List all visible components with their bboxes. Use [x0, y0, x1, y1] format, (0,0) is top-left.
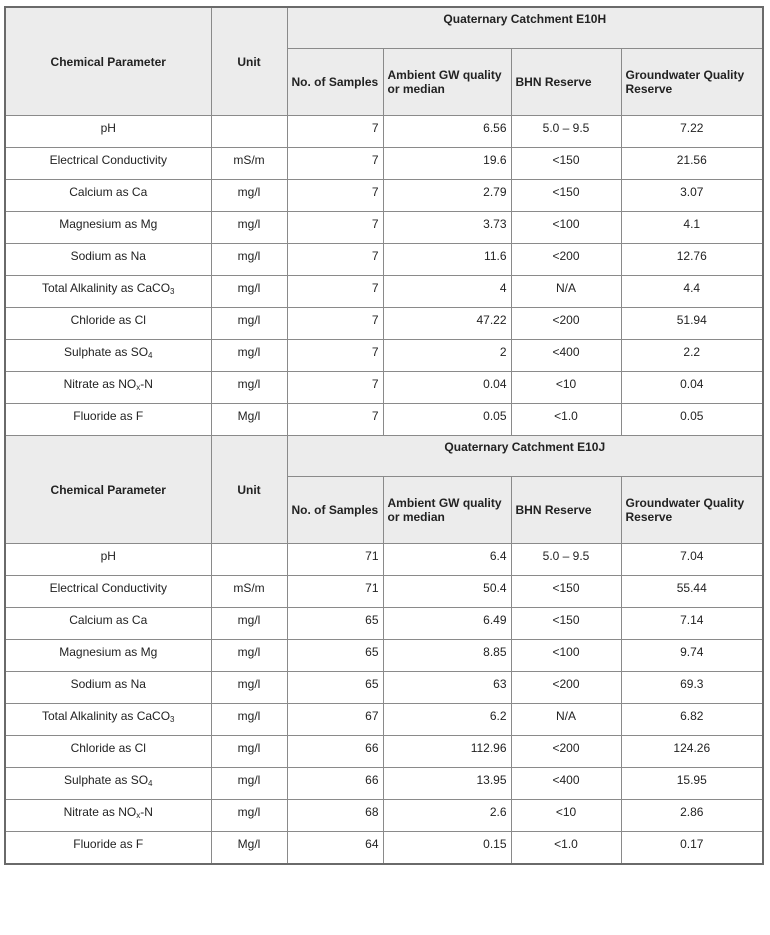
reserve-cell: 15.95: [621, 768, 763, 800]
ambient-cell: 2: [383, 340, 511, 372]
samples-cell: 7: [287, 212, 383, 244]
reserve-cell: 7.22: [621, 116, 763, 148]
samples-cell: 68: [287, 800, 383, 832]
samples-cell: 7: [287, 404, 383, 436]
water-quality-table: [4, 6, 764, 865]
parameter-cell: Sulphate as $SO_4$: [5, 768, 211, 800]
bhn-cell: N/A: [511, 276, 621, 308]
unit-cell: mg/l: [211, 212, 287, 244]
table-row: [5, 704, 763, 736]
bhn-cell: <200: [511, 308, 621, 340]
table-row: [5, 576, 763, 608]
reserve-cell: 3.07: [621, 180, 763, 212]
samples-cell: 64: [287, 832, 383, 864]
reserve-cell: 4.1: [621, 212, 763, 244]
bhn-cell: <1.0: [511, 832, 621, 864]
table-row: [5, 800, 763, 832]
table-row: [5, 672, 763, 704]
ambient-cell: 13.95: [383, 768, 511, 800]
unit-cell: mg/l: [211, 640, 287, 672]
unit-cell: mg/l: [211, 704, 287, 736]
table-row: [5, 148, 763, 180]
unit-cell: mS/m: [211, 148, 287, 180]
bhn-cell: <400: [511, 768, 621, 800]
samples-cell: 67: [287, 704, 383, 736]
catchment-title: Quaternary Catchment E10H: [287, 7, 763, 49]
reserve-cell: 0.04: [621, 372, 763, 404]
unit-cell: Mg/l: [211, 404, 287, 436]
parameter-cell: Magnesium as Mg: [5, 640, 211, 672]
bhn-cell: <150: [511, 180, 621, 212]
parameter-cell: Electrical Conductivity: [5, 576, 211, 608]
unit-cell: [211, 116, 287, 148]
bhn-cell: <10: [511, 372, 621, 404]
parameter-cell: Chloride as Cl: [5, 736, 211, 768]
table-row: [5, 116, 763, 148]
table-row: [5, 244, 763, 276]
unit-header: Unit: [211, 436, 287, 544]
ambient-cell: 6.56: [383, 116, 511, 148]
parameter-cell: Sodium as Na: [5, 672, 211, 704]
samples-cell: 7: [287, 180, 383, 212]
parameter-cell: Fluoride as F: [5, 832, 211, 864]
unit-cell: [211, 544, 287, 576]
parameter-cell: Nitrate as $NO_x-N$: [5, 800, 211, 832]
ambient-cell: 4: [383, 276, 511, 308]
unit-cell: mg/l: [211, 736, 287, 768]
unit-cell: mg/l: [211, 308, 287, 340]
parameter-cell: pH: [5, 544, 211, 576]
bhn-cell: <150: [511, 608, 621, 640]
reserve-cell: 0.17: [621, 832, 763, 864]
reserve-cell: 2.2: [621, 340, 763, 372]
reserve-cell: 69.3: [621, 672, 763, 704]
parameter-cell: Nitrate as $NO_x-N$: [5, 372, 211, 404]
table-row: [5, 372, 763, 404]
samples-cell: 7: [287, 372, 383, 404]
table-row: [5, 340, 763, 372]
section-e10h: [5, 7, 763, 116]
table-row: [5, 544, 763, 576]
bhn-cell: <200: [511, 736, 621, 768]
unit-cell: mg/l: [211, 276, 287, 308]
unit-header: Unit: [211, 7, 287, 116]
reserve-cell: 124.26: [621, 736, 763, 768]
ambient-cell: 6.4: [383, 544, 511, 576]
ambient-cell: 6.49: [383, 608, 511, 640]
ambient-cell: 0.15: [383, 832, 511, 864]
ambient-cell: 2.6: [383, 800, 511, 832]
samples-cell: 66: [287, 736, 383, 768]
bhn-cell: <10: [511, 800, 621, 832]
parameter-cell: pH: [5, 116, 211, 148]
unit-cell: mg/l: [211, 244, 287, 276]
ambient-cell: 8.85: [383, 640, 511, 672]
reserve-cell: 55.44: [621, 576, 763, 608]
ambient-cell: 0.05: [383, 404, 511, 436]
bhn-cell: <1.0: [511, 404, 621, 436]
section-e10h-body: [5, 116, 763, 436]
samples-header: No. of Samples: [287, 477, 383, 544]
unit-cell: mg/l: [211, 372, 287, 404]
parameter-cell: Total Alkalinity as CaCO$_3$: [5, 704, 211, 736]
ambient-cell: 0.04: [383, 372, 511, 404]
samples-cell: 7: [287, 340, 383, 372]
section-e10j: [5, 436, 763, 544]
table-row: [5, 768, 763, 800]
ambient-cell: 3.73: [383, 212, 511, 244]
reserve-cell: 2.86: [621, 800, 763, 832]
table-row: [5, 832, 763, 864]
parameter-cell: Calcium as Ca: [5, 608, 211, 640]
table-row: [5, 404, 763, 436]
samples-cell: 7: [287, 244, 383, 276]
section-e10j-body: [5, 544, 763, 864]
unit-cell: mg/l: [211, 340, 287, 372]
ambient-cell: 112.96: [383, 736, 511, 768]
bhn-cell: 5.0 – 9.5: [511, 116, 621, 148]
reserve-cell: 51.94: [621, 308, 763, 340]
samples-cell: 71: [287, 576, 383, 608]
unit-cell: mg/l: [211, 768, 287, 800]
samples-cell: 66: [287, 768, 383, 800]
ambient-cell: 47.22: [383, 308, 511, 340]
unit-cell: mg/l: [211, 672, 287, 704]
reserve-cell: 21.56: [621, 148, 763, 180]
bhn-cell: 5.0 – 9.5: [511, 544, 621, 576]
samples-cell: 7: [287, 148, 383, 180]
gwqr-header: Groundwater Quality Reserve: [621, 477, 763, 544]
ambient-cell: 63: [383, 672, 511, 704]
bhn-cell: <100: [511, 640, 621, 672]
table-row: [5, 180, 763, 212]
unit-cell: mg/l: [211, 180, 287, 212]
bhn-cell: <100: [511, 212, 621, 244]
ambient-cell: 50.4: [383, 576, 511, 608]
table-row: [5, 212, 763, 244]
samples-cell: 7: [287, 116, 383, 148]
chemical-parameter-header: Chemical Parameter: [5, 7, 211, 116]
samples-cell: 7: [287, 276, 383, 308]
table-row: [5, 276, 763, 308]
reserve-cell: 4.4: [621, 276, 763, 308]
table-row: [5, 640, 763, 672]
reserve-cell: 12.76: [621, 244, 763, 276]
reserve-cell: 6.82: [621, 704, 763, 736]
section-header-row: [5, 7, 763, 49]
samples-cell: 65: [287, 672, 383, 704]
ambient-cell: 2.79: [383, 180, 511, 212]
samples-cell: 7: [287, 308, 383, 340]
gwqr-header: Groundwater Quality Reserve: [621, 49, 763, 116]
parameter-cell: Sulphate as $SO_4$: [5, 340, 211, 372]
samples-cell: 71: [287, 544, 383, 576]
catchment-title: Quaternary Catchment E10J: [287, 436, 763, 477]
section-header-row: [5, 436, 763, 477]
parameter-cell: Electrical Conductivity: [5, 148, 211, 180]
reserve-cell: 0.05: [621, 404, 763, 436]
reserve-cell: 7.14: [621, 608, 763, 640]
table-row: [5, 736, 763, 768]
unit-cell: mS/m: [211, 576, 287, 608]
ambient-header: Ambient GW quality or median: [383, 477, 511, 544]
parameter-cell: Calcium as Ca: [5, 180, 211, 212]
samples-cell: 65: [287, 608, 383, 640]
unit-cell: Mg/l: [211, 832, 287, 864]
document-page: [4, 6, 762, 865]
parameter-cell: Chloride as Cl: [5, 308, 211, 340]
bhn-header: BHN Reserve: [511, 477, 621, 544]
bhn-cell: <150: [511, 576, 621, 608]
bhn-cell: <200: [511, 672, 621, 704]
bhn-cell: <200: [511, 244, 621, 276]
parameter-cell: Total Alkalinity as CaCO$_3$: [5, 276, 211, 308]
parameter-cell: Fluoride as F: [5, 404, 211, 436]
parameter-cell: Sodium as Na: [5, 244, 211, 276]
reserve-cell: 9.74: [621, 640, 763, 672]
parameter-cell: Magnesium as Mg: [5, 212, 211, 244]
ambient-header: Ambient GW quality or median: [383, 49, 511, 116]
unit-cell: mg/l: [211, 608, 287, 640]
ambient-cell: 6.2: [383, 704, 511, 736]
bhn-cell: <150: [511, 148, 621, 180]
reserve-cell: 7.04: [621, 544, 763, 576]
samples-cell: 65: [287, 640, 383, 672]
unit-cell: mg/l: [211, 800, 287, 832]
table-row: [5, 608, 763, 640]
chemical-parameter-header: Chemical Parameter: [5, 436, 211, 544]
samples-header: No. of Samples: [287, 49, 383, 116]
bhn-header: BHN Reserve: [511, 49, 621, 116]
ambient-cell: 11.6: [383, 244, 511, 276]
ambient-cell: 19.6: [383, 148, 511, 180]
table-row: [5, 308, 763, 340]
bhn-cell: N/A: [511, 704, 621, 736]
bhn-cell: <400: [511, 340, 621, 372]
